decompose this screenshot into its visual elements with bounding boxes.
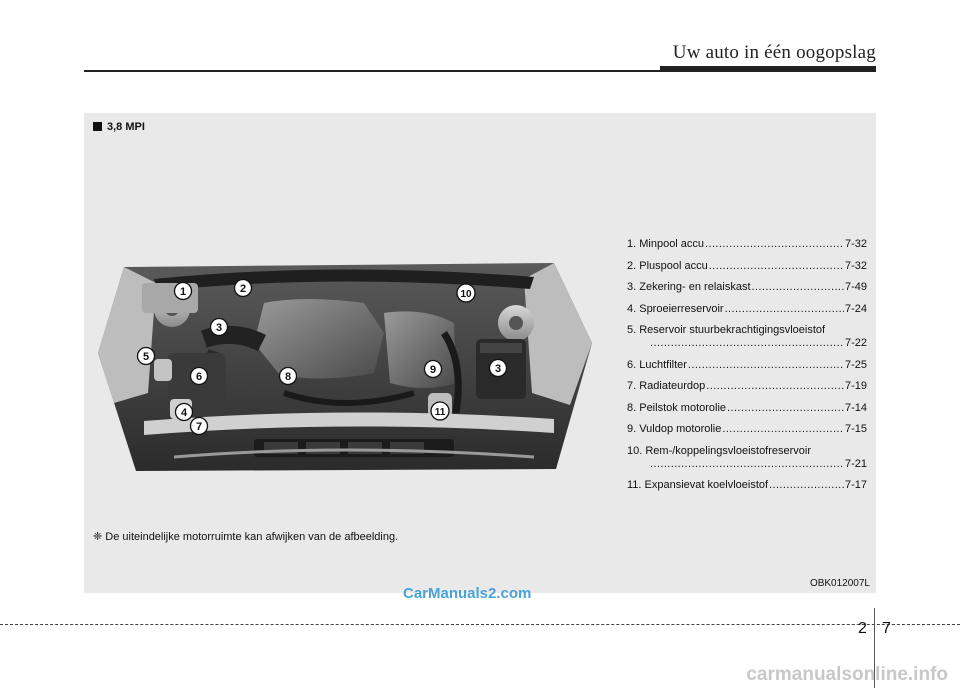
legend-item: 7. Radiateurdop ..... 7-19 <box>627 380 867 393</box>
callout-1-label: 1 <box>179 286 187 298</box>
callout-8 <box>280 368 297 385</box>
watermark-link[interactable]: CarManuals2.com <box>403 585 532 602</box>
callout-6-label: 6 <box>195 371 203 383</box>
footer-dashed-rule <box>0 624 960 625</box>
illustration-note: ❈ De uiteindelijke motorruimte kan afwijken van de afbeelding. <box>93 531 399 543</box>
legend-item: 11. Expansievat koelvloeistof ..... 7-17 <box>627 479 867 492</box>
legend-item: 6. Luchtfilter ..... 7-25 <box>627 359 867 372</box>
legend-item: 3. Zekering- en relaiskast ..... 7-49 <box>627 281 867 294</box>
header-rule-thin <box>84 70 876 72</box>
page-number: 7 <box>882 620 891 637</box>
callout-3b <box>490 360 507 377</box>
callout-7 <box>191 418 208 435</box>
callout-6 <box>191 368 208 385</box>
page-header-title: Uw auto in één oogopslag <box>672 42 876 63</box>
callout-7-label: 7 <box>195 421 203 433</box>
callout-4 <box>176 404 193 421</box>
legend-item: 8. Peilstok motorolie ..... 7-14 <box>627 402 867 415</box>
callout-5 <box>138 348 155 365</box>
callout-1 <box>175 283 192 300</box>
legend-item: 1. Minpool accu ..... 7-32 <box>627 238 867 251</box>
legend-item: 10. Rem-/koppelingsvloeistofreservoir ..... 7-21 <box>627 445 867 471</box>
callout-3b-label: 3 <box>494 363 502 375</box>
callout-3a <box>211 319 228 336</box>
legend-item: 2. Pluspool accu ..... 7-32 <box>627 260 867 273</box>
image-code: OBK012007L <box>809 578 870 589</box>
legend-item: 4. Sproeierreservoir ..... 7-24 <box>627 303 867 316</box>
callout-2 <box>235 280 252 297</box>
callout-2-label: 2 <box>239 283 247 295</box>
callout-3a-label: 3 <box>215 322 223 334</box>
callout-11-label: 11 <box>434 407 446 418</box>
site-watermark: carmanualsonline.info <box>746 664 948 685</box>
section-label <box>93 121 145 133</box>
square-bullet-icon <box>93 122 102 131</box>
callout-5-label: 5 <box>142 351 150 363</box>
callout-11 <box>431 402 449 420</box>
callout-9 <box>425 361 442 378</box>
callout-10-label: 10 <box>460 289 472 300</box>
engine-bay-illustration <box>84 243 606 483</box>
component-legend <box>627 238 867 501</box>
callout-9-label: 9 <box>429 364 437 376</box>
callout-8-label: 8 <box>284 371 292 383</box>
legend-item: 5. Reservoir stuurbekrachtigingsvloeistof ..... 7-22 <box>627 324 867 350</box>
section-number: 2 <box>858 620 867 637</box>
callout-4-label: 4 <box>180 407 188 419</box>
callout-layer <box>84 243 606 483</box>
callout-10 <box>457 284 475 302</box>
section-label-text: 3,8 MPI <box>107 121 145 133</box>
legend-item: 9. Vuldop motorolie ..... 7-15 <box>627 423 867 436</box>
